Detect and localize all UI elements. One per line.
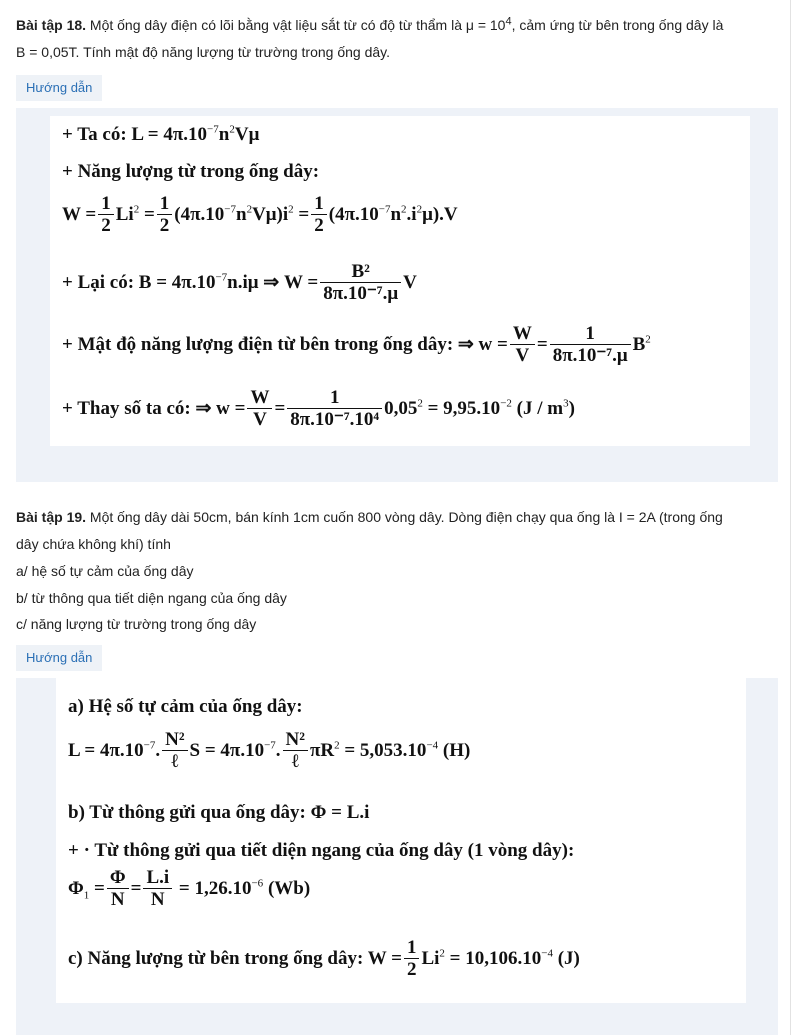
hint-button-19[interactable]: Hướng dẫn bbox=[16, 645, 102, 671]
sol19-line-6: c) Năng lượng từ bên trong ống dây: W = $\frac{1}{2}$ $Li^2 = 10,106.10^{-4}$ (J) bbox=[68, 937, 580, 980]
solution-image-19 bbox=[56, 678, 746, 1003]
exercise-19-title: Bài tập 19. bbox=[16, 509, 87, 525]
solution-box-19 bbox=[16, 678, 778, 1035]
solution-image-18 bbox=[50, 116, 750, 446]
exercise-19-text: Bài tập 19. Một ống dây dài 50cm, bán kính 1cm cuốn 800 vòng dây. Dòng điện chạy qua ống là I = 2A (trong ống dây chứa không khí) tính bbox=[16, 509, 723, 552]
sol18-line-1: + Ta có: $L = 4\pi.10^{-7}n^2V\mu$ bbox=[62, 123, 260, 145]
sol18-line-3: W = $\frac{1}{2}$ $Li^2$ = $\frac{1}{2}$ $(4\pi.10^{-7}n^2V\mu)i^2$ = $\frac{1}{2}$ $(4\pi.10^{-7}n^2.i^2\mu).V$ bbox=[62, 193, 458, 236]
exercise-18-text: Bài tập 18. Một ống dây điện có lõi bằng vật liệu sắt từ có độ từ thẩm là $\mu = 10^4$, cảm ứng từ bên trong ống dây là B = 0,05T. Tính mật độ năng lượng từ trường trong ống dây. bbox=[16, 15, 724, 60]
sol19-line-3: b) Từ thông gửi qua ống dây: Φ = L.i bbox=[68, 802, 370, 823]
hint-button-18[interactable]: Hướng dẫn bbox=[16, 75, 102, 101]
exercise-19-part-b: b/ từ thông qua tiết diện ngang của ống dây bbox=[16, 590, 287, 606]
exercise-18-title: Bài tập 18. bbox=[16, 17, 87, 33]
sol18-line-4: + Lại có: $B = 4\pi.10^{-7}n.i\mu$ ⇒ W = $\frac{\text{B²}}{\text{8π.10⁻⁷.μ}}$ V bbox=[62, 261, 417, 304]
solution-box-18 bbox=[16, 108, 778, 482]
exercise-19-part-c: c/ năng lượng từ trường trong ống dây bbox=[16, 616, 257, 632]
sol19-line-5: $\Phi_1$ = $\frac{\Phi}{N}$ = $\frac{L.i}{N}$ = $1,26.10^{-6}$ (Wb) bbox=[68, 867, 311, 910]
sol19-line-2: $L = 4\pi.10^{-7}$. $\frac{\text{N²}}{\text{ℓ}}$ $S = 4\pi.10^{-7}$. $\frac{\text{N²}}{\text{ℓ}}$ $\pi R^2 = 5,053.10^{-4}$ (H) bbox=[68, 729, 471, 772]
sol19-line-4: + · Từ thông gửi qua tiết diện ngang của ống dây (1 vòng dây): bbox=[68, 840, 575, 861]
sol18-line-6: + Thay số ta có: ⇒ w = $\frac{W}{V}$ = $\frac{1}{\text{8π.10⁻⁷.10⁴}}$ $0,05^2 = 9,95.10^{-2}$ $(J / m^3)$ bbox=[62, 387, 575, 430]
sol18-line-2: + Năng lượng từ trong ống dây: bbox=[62, 161, 320, 182]
exercise-19-part-a: a/ hệ số tự cảm của ống dây bbox=[16, 563, 194, 579]
sol18-line-5: + Mật độ năng lượng điện từ bên trong ống dây: ⇒ w = $\frac{W}{V}$ = $\frac{1}{\text{8π.10⁻⁷.μ}}$ $B^2$ bbox=[62, 323, 651, 366]
sol19-line-1: a) Hệ số tự cảm của ống dây: bbox=[68, 696, 303, 717]
